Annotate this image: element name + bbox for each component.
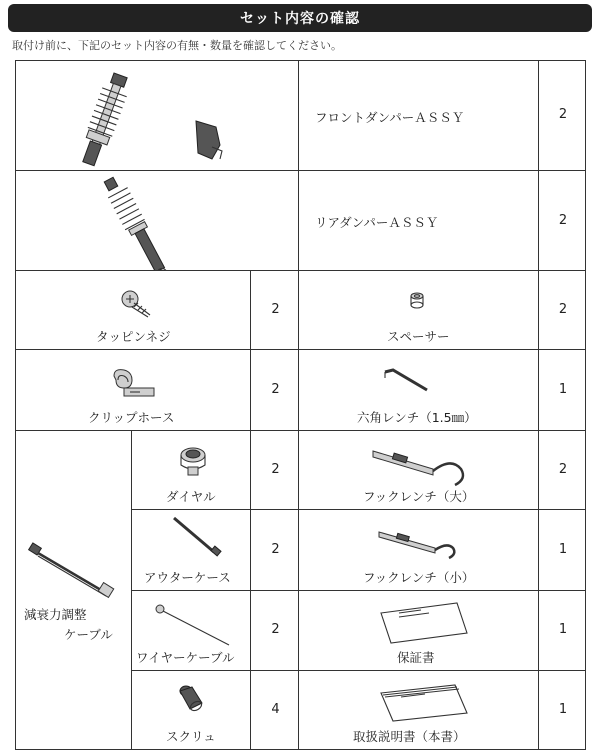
front-damper-name-cell [298,60,539,171]
clip-hose-illustration-icon [110,368,160,400]
hex-wrench-qty-cell [538,349,586,431]
front-damper-illustration-icon [16,61,300,172]
warranty-qty: 1 [558,622,568,637]
outer-case-qty: 2 [271,542,280,557]
warranty-document-illustration-icon [375,601,475,643]
dial-illustration-icon [176,445,210,479]
hex-wrench-cell [298,349,539,431]
wire-cable-illustration-icon [154,603,234,649]
hook-wrench-small-qty: 1 [558,542,568,557]
manual-name: 取扱説明書（本書） [353,729,466,744]
dial-cell [131,430,251,510]
screw-qty-cell [250,670,299,750]
hex-wrench-qty: 1 [558,382,568,397]
front-damper-image-cell [15,60,299,171]
spacer-cell [298,270,539,350]
front-damper-name: フロントダンパーＡＳＳＹ [315,110,465,125]
hook-wrench-large-cell [298,430,539,510]
hook-wrench-large-illustration-icon [371,445,471,485]
damping-cable-name-line1: 減衰力調整 [24,607,87,622]
section-title: セット内容の確認 [240,11,360,27]
spacer-name: スペーサー [387,329,450,344]
manual-qty: 1 [558,702,568,717]
hex-wrench-illustration-icon [383,368,433,398]
hook-wrench-small-cell [298,509,539,591]
clip-hose-qty: 2 [271,382,280,397]
dial-qty-cell [250,430,299,510]
rear-damper-name: リアダンパーＡＳＳＹ [315,215,439,230]
hook-wrench-large-name: フックレンチ（大） [363,489,475,504]
rear-damper-illustration-icon [16,171,300,272]
outer-case-name: アウターケース [144,570,231,585]
tapping-screw-name: タッピンネジ [96,329,171,344]
screw-name: スクリュ [166,729,216,744]
wire-cable-qty: 2 [271,622,280,637]
warranty-qty-cell [538,590,586,671]
section-header [8,4,592,32]
screw-qty: 4 [271,702,280,717]
rear-damper-image-cell [15,170,299,271]
dial-name: ダイヤル [166,489,216,504]
rear-damper-name-cell [298,170,539,271]
tapping-screw-cell [15,270,251,350]
warranty-cell [298,590,539,671]
warranty-name: 保証書 [397,650,435,665]
hook-wrench-small-name: フックレンチ（小） [363,570,475,585]
rear-damper-qty: 2 [558,213,568,228]
tapping-screw-qty: 2 [271,302,280,317]
wire-cable-qty-cell [250,590,299,671]
clip-hose-qty-cell [250,349,299,431]
hook-wrench-large-qty: 2 [558,462,568,477]
tapping-screw-illustration-icon [120,289,160,319]
front-damper-qty: 2 [558,107,568,122]
spacer-illustration-icon [407,291,427,311]
clip-hose-name: クリップホース [88,410,175,425]
spacer-qty: 2 [558,302,568,317]
hook-wrench-small-illustration-icon [377,526,467,566]
screw-illustration-icon [176,683,206,717]
hook-wrench-large-qty-cell [538,430,586,510]
spacer-qty-cell [538,270,586,350]
outer-case-qty-cell [250,509,299,591]
instruction-note: 取付け前に、下記のセット内容の有無・数量を確認してください。 [12,39,342,52]
manual-cell [298,670,539,750]
outer-case-cell [131,509,251,591]
front-damper-qty-cell [538,60,586,171]
hook-wrench-small-qty-cell [538,509,586,591]
damping-cable-name-line2: ケーブル [64,627,113,642]
rear-damper-qty-cell [538,170,586,271]
dial-qty: 2 [271,462,280,477]
outer-case-illustration-icon [172,516,242,556]
hex-wrench-name: 六角レンチ（1.5㎜） [357,410,477,425]
damping-cable-illustration-icon [30,545,130,595]
clip-hose-cell [15,349,251,431]
manual-qty-cell [538,670,586,750]
manual-booklet-illustration-icon [375,683,475,723]
screw-cell [131,670,251,750]
damping-cable-cell [15,430,132,750]
tapping-screw-qty-cell [250,270,299,350]
wire-cable-name: ワイヤーケーブル [136,650,235,665]
wire-cable-cell [131,590,251,671]
